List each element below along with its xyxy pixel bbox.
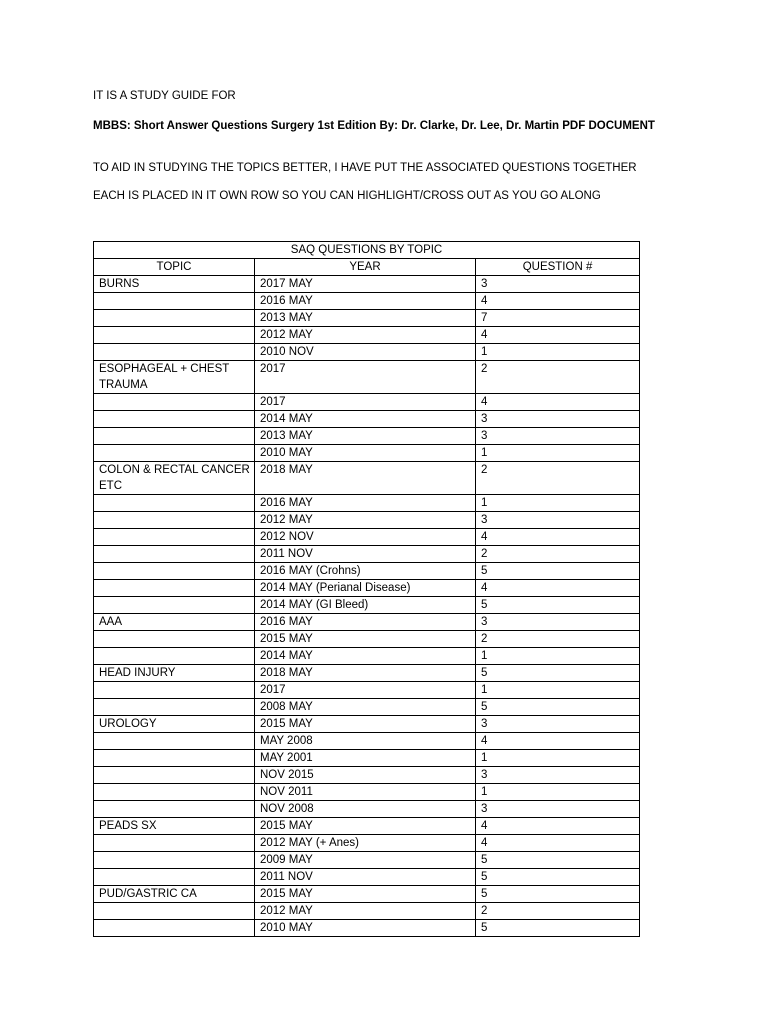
cell-question: 4 xyxy=(476,818,640,835)
cell-topic xyxy=(94,428,255,445)
cell-year: 2010 NOV xyxy=(255,344,476,361)
cell-year: 2015 MAY xyxy=(255,818,476,835)
table-row xyxy=(94,614,640,631)
table-row xyxy=(94,276,640,293)
cell-topic xyxy=(94,631,255,648)
cell-year: NOV 2011 xyxy=(255,784,476,801)
cell-topic xyxy=(94,682,255,699)
intro-line-3: TO AID IN STUDYING THE TOPICS BETTER, I HAVE PUT THE ASSOCIATED QUESTIONS TOGETHER xyxy=(93,162,637,174)
cell-topic xyxy=(94,495,255,512)
table-title: SAQ QUESTIONS BY TOPIC xyxy=(94,242,640,259)
cell-question: 3 xyxy=(476,411,640,428)
cell-year: 2008 MAY xyxy=(255,699,476,716)
cell-question: 2 xyxy=(476,361,640,394)
cell-question: 3 xyxy=(476,276,640,293)
table-row xyxy=(94,428,640,445)
intro-line-4: EACH IS PLACED IN IT OWN ROW SO YOU CAN HIGHLIGHT/CROSS OUT AS YOU GO ALONG xyxy=(93,190,601,202)
cell-year: 2015 MAY xyxy=(255,631,476,648)
intro-line-1: IT IS A STUDY GUIDE FOR xyxy=(93,90,236,102)
cell-question: 5 xyxy=(476,852,640,869)
cell-year: 2015 MAY xyxy=(255,886,476,903)
cell-year: 2015 MAY xyxy=(255,716,476,733)
cell-year: 2010 MAY xyxy=(255,920,476,937)
table-row xyxy=(94,310,640,327)
table-row xyxy=(94,852,640,869)
saq-table xyxy=(93,241,640,937)
table-row xyxy=(94,903,640,920)
cell-topic xyxy=(94,852,255,869)
cell-question: 2 xyxy=(476,462,640,495)
cell-question: 1 xyxy=(476,648,640,665)
table-row xyxy=(94,563,640,580)
cell-question: 5 xyxy=(476,665,640,682)
cell-question: 2 xyxy=(476,903,640,920)
cell-question: 2 xyxy=(476,631,640,648)
cell-question: 5 xyxy=(476,699,640,716)
table-row xyxy=(94,546,640,563)
table-row xyxy=(94,512,640,529)
table-row xyxy=(94,784,640,801)
cell-year: 2017 xyxy=(255,394,476,411)
cell-question: 3 xyxy=(476,801,640,818)
cell-year: 2012 MAY xyxy=(255,512,476,529)
table-row xyxy=(94,597,640,614)
cell-question: 4 xyxy=(476,733,640,750)
cell-topic: AAA xyxy=(94,614,255,631)
cell-topic: PUD/GASTRIC CA xyxy=(94,886,255,903)
cell-topic xyxy=(94,344,255,361)
cell-question: 1 xyxy=(476,750,640,767)
table-row xyxy=(94,716,640,733)
cell-year: 2014 MAY xyxy=(255,648,476,665)
cell-year: NOV 2008 xyxy=(255,801,476,818)
cell-year: 2013 MAY xyxy=(255,310,476,327)
cell-year: 2016 MAY xyxy=(255,293,476,310)
cell-topic xyxy=(94,869,255,886)
cell-topic xyxy=(94,920,255,937)
cell-question: 1 xyxy=(476,784,640,801)
table-row xyxy=(94,835,640,852)
cell-question: 1 xyxy=(476,495,640,512)
table-row xyxy=(94,462,640,495)
cell-question: 4 xyxy=(476,394,640,411)
cell-topic: COLON & RECTAL CANCER ETC xyxy=(94,462,255,495)
header-topic: TOPIC xyxy=(94,259,255,276)
cell-topic xyxy=(94,529,255,546)
cell-year: 2018 MAY xyxy=(255,462,476,495)
cell-question: 3 xyxy=(476,512,640,529)
cell-topic xyxy=(94,411,255,428)
cell-topic: HEAD INJURY xyxy=(94,665,255,682)
table-row xyxy=(94,411,640,428)
cell-question: 3 xyxy=(476,716,640,733)
cell-question: 2 xyxy=(476,546,640,563)
cell-topic: BURNS xyxy=(94,276,255,293)
header-question: QUESTION # xyxy=(476,259,640,276)
table-row xyxy=(94,869,640,886)
cell-year: 2014 MAY (Perianal Disease) xyxy=(255,580,476,597)
cell-topic xyxy=(94,835,255,852)
cell-topic xyxy=(94,801,255,818)
table-row xyxy=(94,580,640,597)
cell-year: 2013 MAY xyxy=(255,428,476,445)
cell-question: 1 xyxy=(476,445,640,462)
cell-topic xyxy=(94,327,255,344)
table-row xyxy=(94,767,640,784)
cell-year: 2012 MAY xyxy=(255,903,476,920)
cell-question: 1 xyxy=(476,682,640,699)
table-row xyxy=(94,733,640,750)
cell-year: 2017 xyxy=(255,682,476,699)
cell-year: 2017 xyxy=(255,361,476,394)
table-row xyxy=(94,682,640,699)
cell-question: 3 xyxy=(476,614,640,631)
cell-year: MAY 2008 xyxy=(255,733,476,750)
table-row xyxy=(94,495,640,512)
cell-topic xyxy=(94,597,255,614)
table-row xyxy=(94,699,640,716)
cell-year: 2017 MAY xyxy=(255,276,476,293)
table-row xyxy=(94,293,640,310)
cell-year: 2018 MAY xyxy=(255,665,476,682)
table-row xyxy=(94,886,640,903)
cell-topic xyxy=(94,733,255,750)
cell-question: 3 xyxy=(476,767,640,784)
cell-year: 2014 MAY (GI Bleed) xyxy=(255,597,476,614)
cell-year: 2009 MAY xyxy=(255,852,476,869)
cell-question: 4 xyxy=(476,835,640,852)
cell-topic xyxy=(94,310,255,327)
table-row xyxy=(94,327,640,344)
cell-topic xyxy=(94,445,255,462)
table-row xyxy=(94,529,640,546)
cell-topic xyxy=(94,750,255,767)
cell-question: 5 xyxy=(476,920,640,937)
cell-question: 5 xyxy=(476,869,640,886)
cell-topic xyxy=(94,648,255,665)
cell-year: 2014 MAY xyxy=(255,411,476,428)
cell-year: 2011 NOV xyxy=(255,546,476,563)
cell-topic xyxy=(94,394,255,411)
table-row xyxy=(94,920,640,937)
cell-year: 2012 MAY xyxy=(255,327,476,344)
cell-question: 7 xyxy=(476,310,640,327)
table-row xyxy=(94,801,640,818)
cell-topic xyxy=(94,512,255,529)
cell-year: 2016 MAY xyxy=(255,495,476,512)
cell-topic xyxy=(94,903,255,920)
cell-year: 2012 MAY (+ Anes) xyxy=(255,835,476,852)
document-title: MBBS: Short Answer Questions Surgery 1st Edition By: Dr. Clarke, Dr. Lee, Dr. Martin PDF DOCUMENT xyxy=(93,120,655,132)
cell-topic xyxy=(94,546,255,563)
cell-year: 2016 MAY (Crohns) xyxy=(255,563,476,580)
table-row xyxy=(94,631,640,648)
cell-question: 4 xyxy=(476,529,640,546)
cell-question: 4 xyxy=(476,580,640,597)
cell-topic xyxy=(94,580,255,597)
table-row xyxy=(94,344,640,361)
table-row xyxy=(94,361,640,394)
table-row xyxy=(94,648,640,665)
cell-question: 5 xyxy=(476,886,640,903)
cell-question: 4 xyxy=(476,327,640,344)
table-row xyxy=(94,394,640,411)
cell-year: 2010 MAY xyxy=(255,445,476,462)
cell-topic: UROLOGY xyxy=(94,716,255,733)
cell-question: 5 xyxy=(476,597,640,614)
cell-topic: PEADS SX xyxy=(94,818,255,835)
cell-year: NOV 2015 xyxy=(255,767,476,784)
cell-topic xyxy=(94,293,255,310)
cell-question: 4 xyxy=(476,293,640,310)
cell-question: 1 xyxy=(476,344,640,361)
cell-year: 2012 NOV xyxy=(255,529,476,546)
cell-topic xyxy=(94,563,255,580)
cell-year: MAY 2001 xyxy=(255,750,476,767)
cell-year: 2016 MAY xyxy=(255,614,476,631)
table-row xyxy=(94,818,640,835)
cell-topic xyxy=(94,767,255,784)
cell-year: 2011 NOV xyxy=(255,869,476,886)
table-body xyxy=(94,276,640,937)
table-row xyxy=(94,445,640,462)
cell-topic xyxy=(94,784,255,801)
cell-topic: ESOPHAGEAL + CHEST TRAUMA xyxy=(94,361,255,394)
table-row xyxy=(94,665,640,682)
cell-question: 3 xyxy=(476,428,640,445)
table-row xyxy=(94,750,640,767)
header-year: YEAR xyxy=(255,259,476,276)
cell-topic xyxy=(94,699,255,716)
cell-question: 5 xyxy=(476,563,640,580)
